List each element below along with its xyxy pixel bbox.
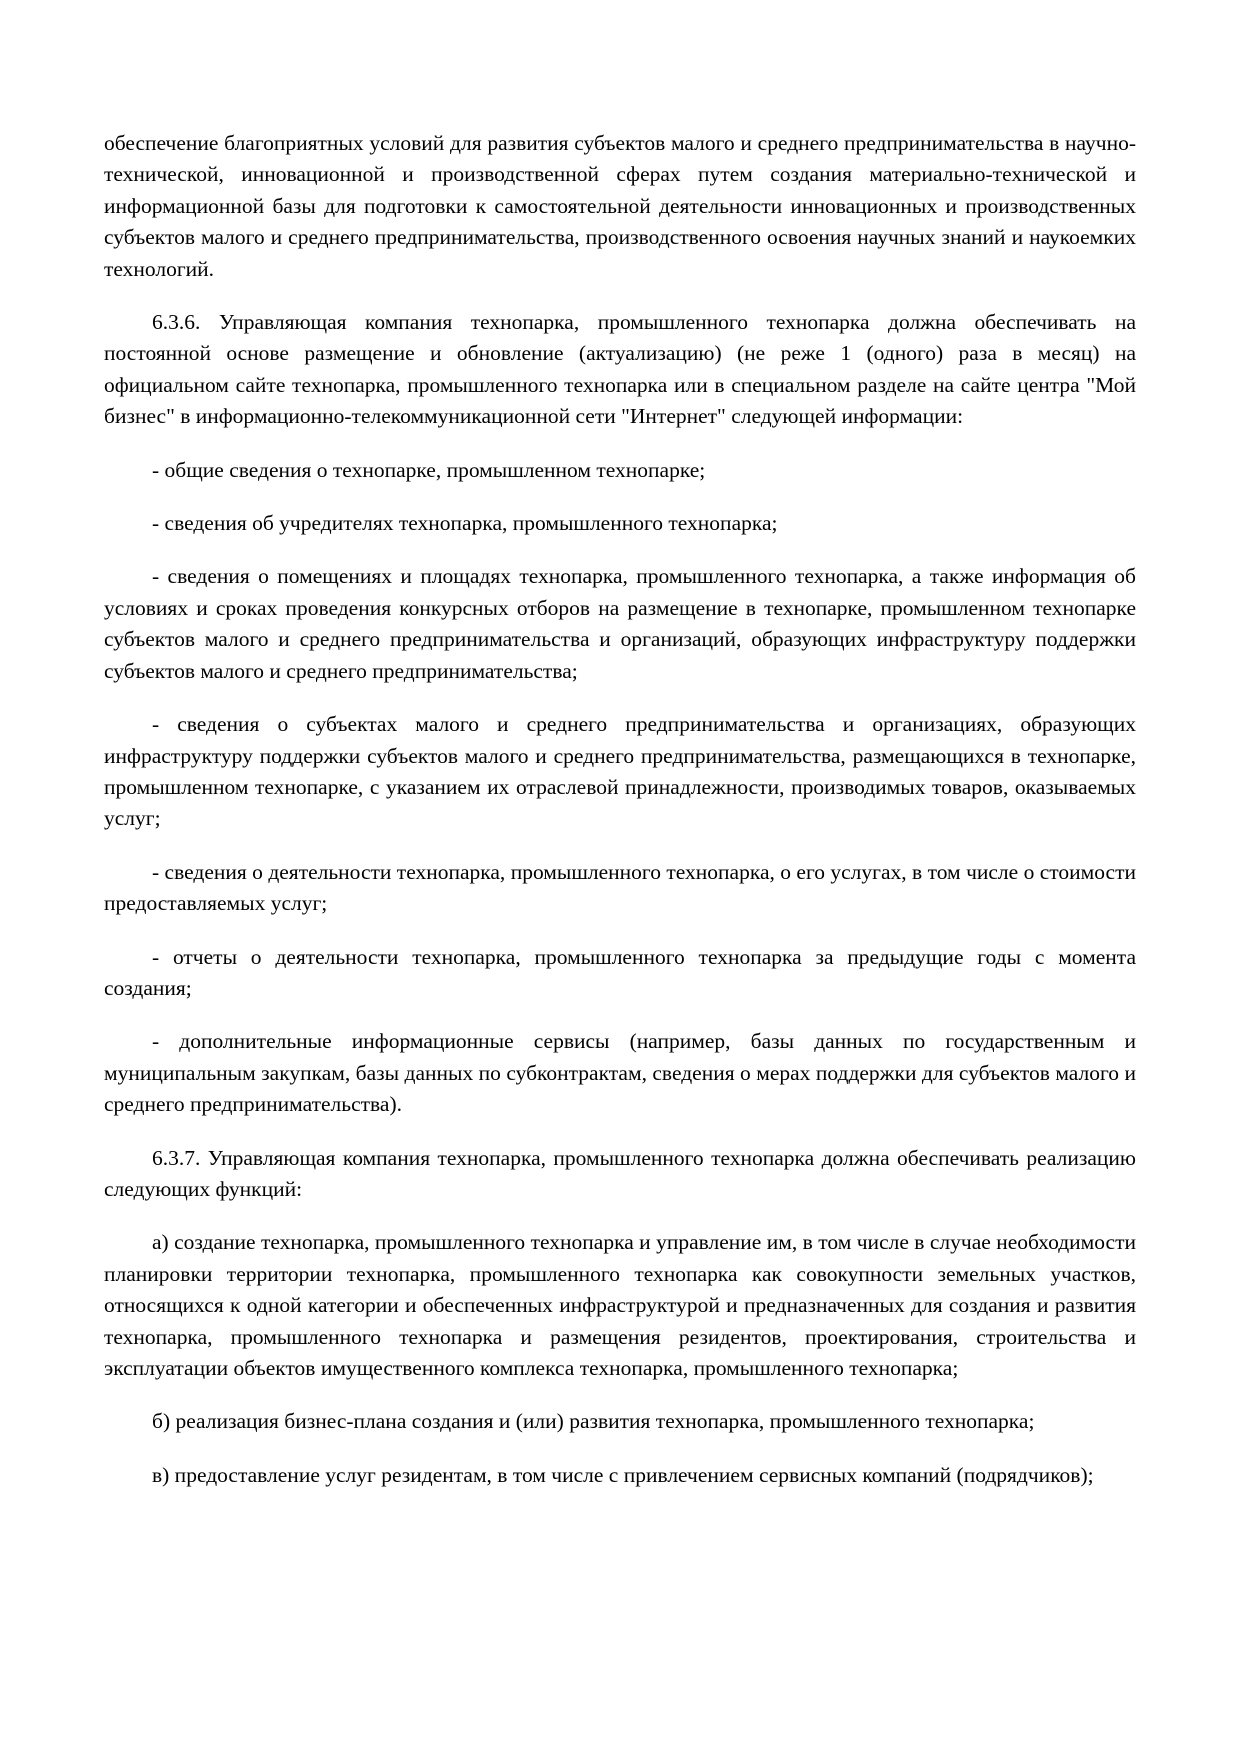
list-item-founders: - сведения об учредителях технопарка, промышленного технопарка; <box>152 511 778 536</box>
function-item-b: б) реализация бизнес-плана создания и (или) развития технопарка, промышленного технопарка; <box>152 1409 1035 1434</box>
paragraph-intro: обеспечение благоприятных условий для развития субъектов малого и среднего предпринимательства в научно-технической, инновационной и производственной сферах путем создания материально-технической и информационной базы для подготовки к самостоятельной деятельности инновационных и производственных субъектов малого и среднего предпринимательства, производственного освоения научных знаний и наукоемких технологий. <box>104 131 1136 281</box>
paragraph-6-3-7: 6.3.7. Управляющая компания технопарка, промышленного технопарка должна обеспечивать реализацию следующих функций: <box>104 1145 1136 1201</box>
list-item-activity: - сведения о деятельности технопарка, промышленного технопарка, о его услугах, в том числе о стоимости предоставляемых услуг; <box>104 859 1136 916</box>
list-item-reports: - отчеты о деятельности технопарка, промышленного технопарка за предыдущие годы с момента создания; <box>104 944 1136 1000</box>
list-item-services: - дополнительные информационные сервисы (например, базы данных по государственным и муниципальным закупкам, базы данных по субконтрактам, сведения о мерах поддержки для субъектов малого и среднего предпринимательства). <box>104 1029 1136 1117</box>
list-item-general-info: - общие сведения о технопарке, промышленном технопарке; <box>152 457 706 482</box>
paragraph-6-3-6: 6.3.6. Управляющая компания технопарка, промышленного технопарка должна обеспечивать на постоянной основе размещение и обновление (актуализацию) (не реже 1 (одного) раза в месяц) на официальном сайте технопарка, промышленного технопарка или в специальном разделе на сайте центра "Мой бизнес" в информационно-телекоммуникационной сети "Интернет" следующей информации: <box>104 310 1136 429</box>
function-item-v: в) предоставление услуг резидентам, в том числе с привлечением сервисных компаний (подрядчиков); <box>152 1462 1094 1487</box>
document-body <box>104 128 1136 1491</box>
list-item-premises: - сведения о помещениях и площадях технопарка, промышленного технопарка, а также информация об условиях и сроках проведения конкурсных отборов на размещение в технопарке, промышленном технопарке субъектов малого и среднего предпринимательства и организаций, образующих инфраструктуру поддержки субъектов малого и среднего предпринимательства; <box>104 564 1136 683</box>
function-item-a: а) создание технопарка, промышленного технопарка и управление им, в том числе в случае необходимости планировки территории технопарка, промышленного технопарка как совокупности земельных участков, относящихся к одной категории и обеспеченных инфраструктурой и предназначенных для создания и развития технопарка, промышленного технопарка и размещения резидентов, проектирования, строительства и эксплуатации объектов имущественного комплекса технопарка, промышленного технопарка; <box>104 1230 1136 1380</box>
list-item-residents: - сведения о субъектах малого и среднего предпринимательства и организациях, образующих инфраструктуру поддержки субъектов малого и среднего предпринимательства, размещающихся в технопарке, промышленном технопарке, с указанием их отраслевой принадлежности, производимых товаров, оказываемых услуг; <box>104 712 1136 831</box>
